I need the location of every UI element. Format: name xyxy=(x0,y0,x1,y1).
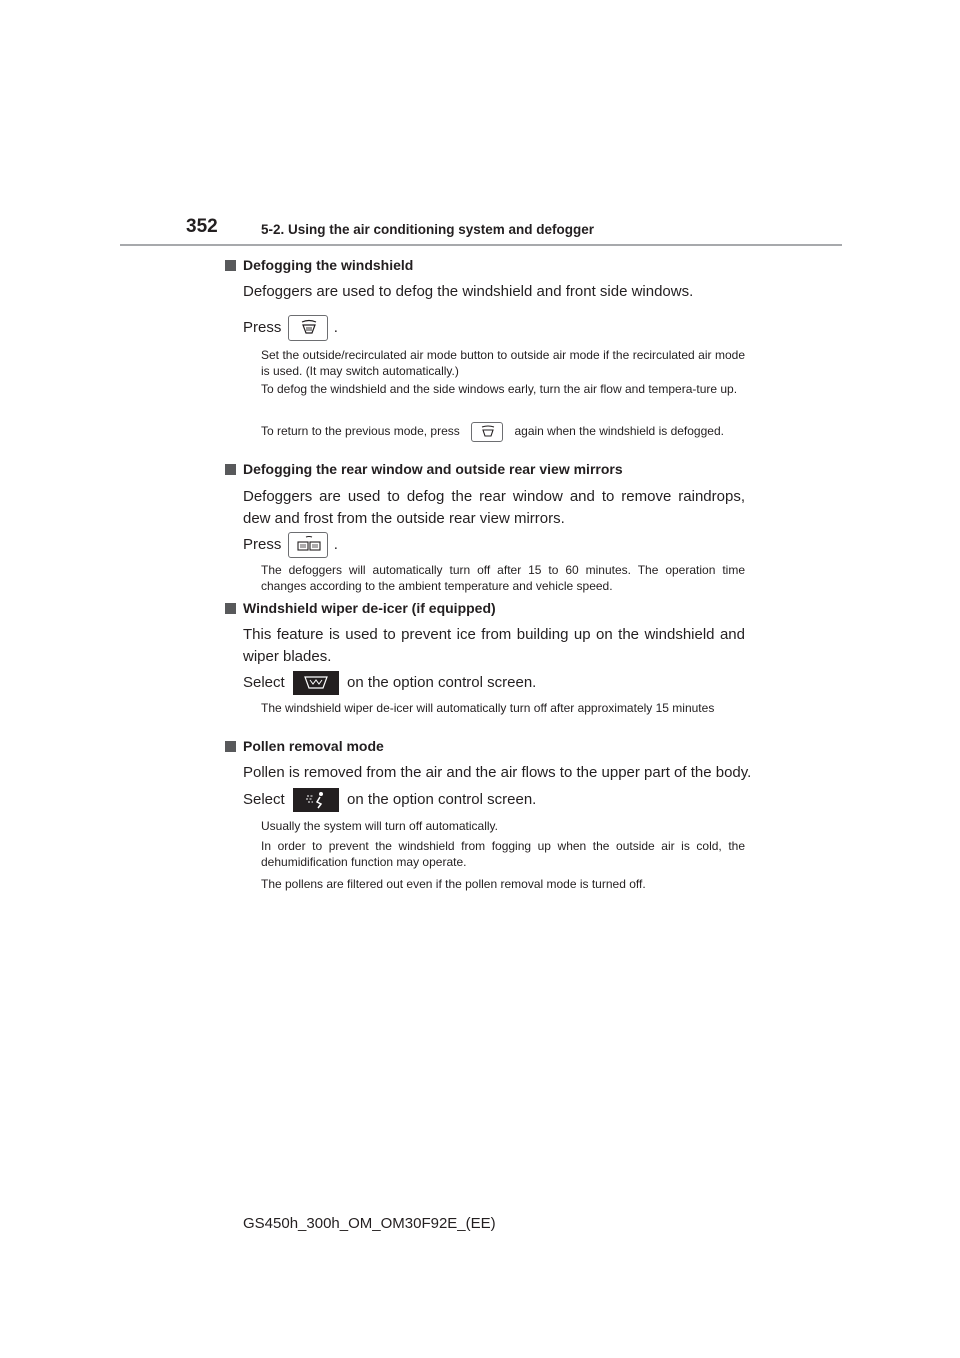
footer-code: GS450h_300h_OM_OM30F92E_(EE) xyxy=(243,1215,496,1232)
windshield-note-2: To defog the windshield and the side windows early, turn the air flow and tempera-ture up. xyxy=(261,382,738,396)
heading-defog-windshield: Defogging the windshield xyxy=(225,257,413,273)
deicer-select-line: Select on the option control screen. xyxy=(243,671,536,695)
square-bullet-icon xyxy=(225,464,236,475)
pollen-body: Pollen is removed from the air and the air flows to the upper part of the body. xyxy=(243,764,752,781)
windshield-defog-icon xyxy=(288,315,328,341)
heading-pollen-removal: Pollen removal mode xyxy=(225,738,384,754)
page-number: 352 xyxy=(186,216,218,237)
windshield-defog-icon xyxy=(471,422,503,442)
windshield-body: Defoggers are used to defog the windshield and front side windows. xyxy=(243,283,694,300)
windshield-note-3: To return to the previous mode, press again when the windshield is defogged. xyxy=(261,420,745,442)
deicer-note-1: The windshield wiper de-icer will automatically turn off after approximately 15 minutes xyxy=(261,701,715,715)
pollen-note-2: In order to prevent the windshield from fogging up when the outside air is cold, the dehumidification function may operate. xyxy=(261,839,745,869)
rear-press-line: Press . xyxy=(243,532,338,558)
wiper-deicer-icon xyxy=(293,671,339,695)
pollen-note-3: The pollens are filtered out even if the pollen removal mode is turned off. xyxy=(261,877,646,891)
heading-defog-rear: Defogging the rear window and outside rear view mirrors xyxy=(225,461,623,477)
square-bullet-icon xyxy=(225,260,236,271)
rear-defog-icon xyxy=(288,532,328,558)
rear-note-1: The defoggers will automatically turn off after 15 to 60 minutes. The operation time changes according to the ambient temperature and vehicle speed. xyxy=(261,563,745,593)
rear-body: Defoggers are used to defog the rear window and to remove raindrops, dew and frost from the outside rear view mirrors. xyxy=(243,488,745,527)
windshield-press-line: Press . xyxy=(243,315,338,341)
deicer-body: This feature is used to prevent ice from building up on the windshield and wiper blades. xyxy=(243,626,745,665)
windshield-note-1: Set the outside/recirculated air mode button to outside air mode if the recirculated air mode is used. (It may switch automatically.) xyxy=(261,348,745,378)
heading-wiper-deicer: Windshield wiper de-icer (if equipped) xyxy=(225,600,496,616)
square-bullet-icon xyxy=(225,603,236,614)
section-title: 5-2. Using the air conditioning system and defogger xyxy=(261,222,595,237)
pollen-removal-icon xyxy=(293,788,339,812)
pollen-select-line: Select on the option control screen. xyxy=(243,788,536,812)
square-bullet-icon xyxy=(225,741,236,752)
header-divider xyxy=(120,244,842,246)
pollen-note-1: Usually the system will turn off automatically. xyxy=(261,819,498,833)
